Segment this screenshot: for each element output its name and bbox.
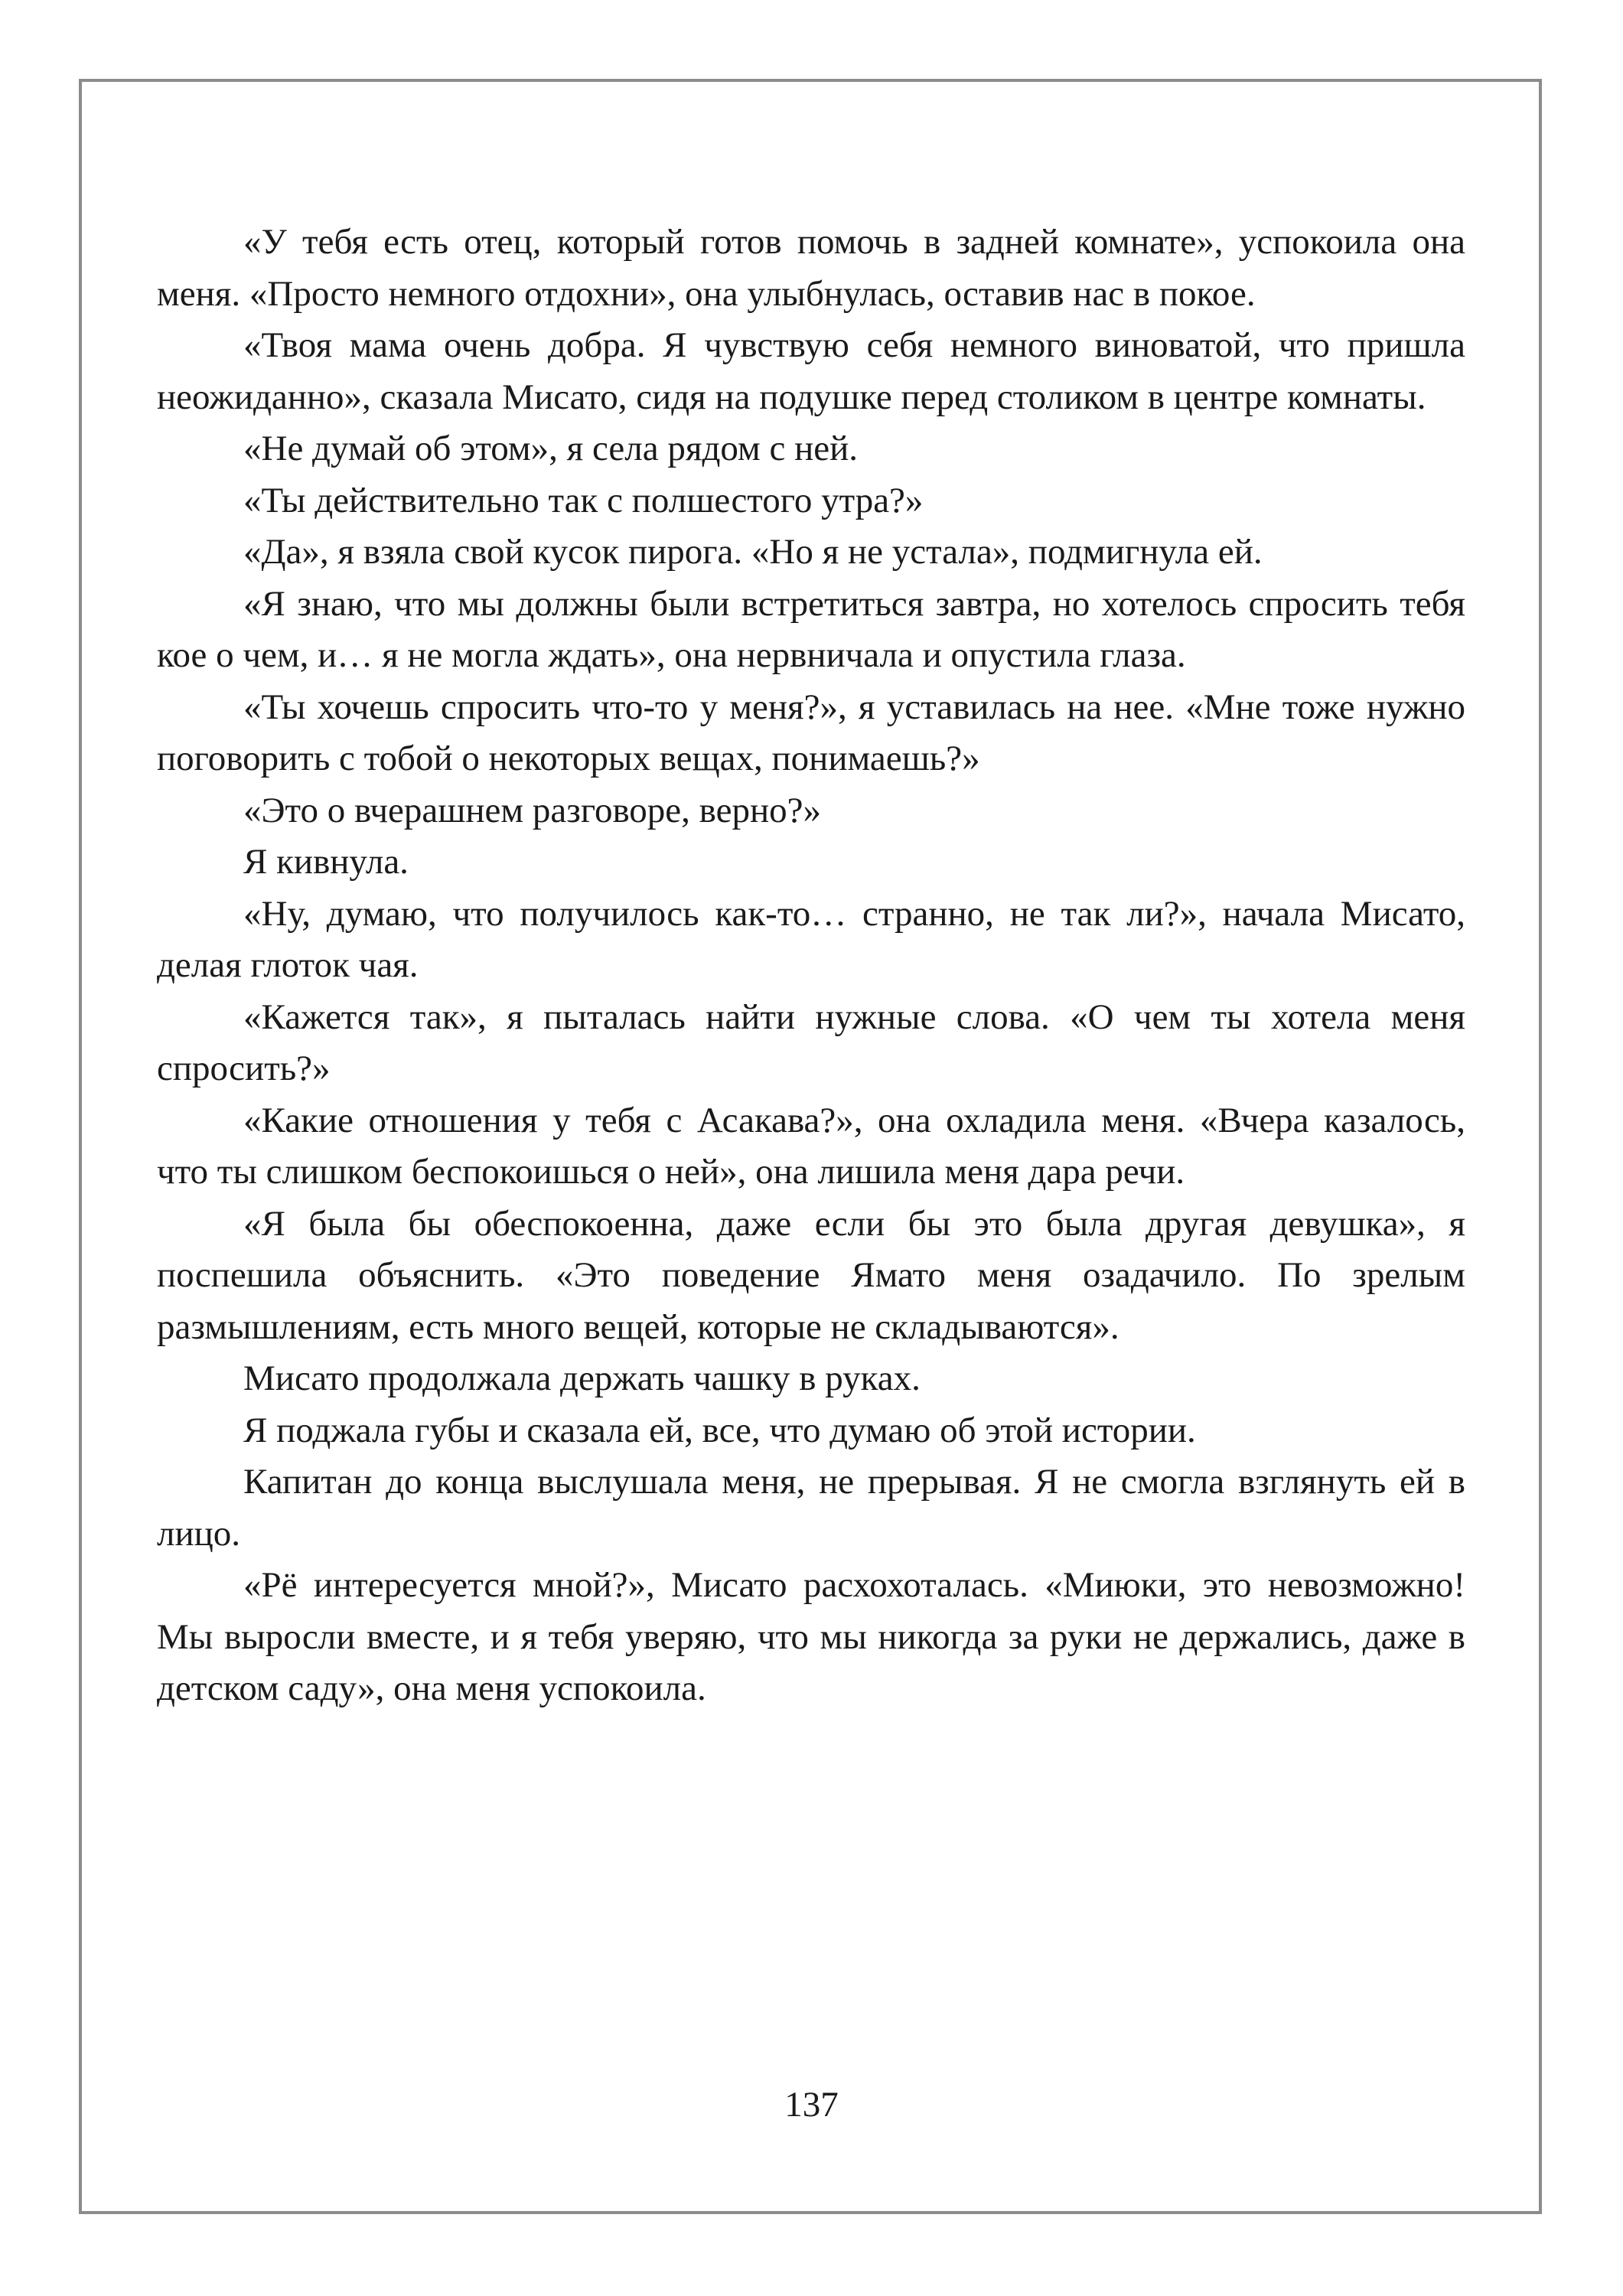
paragraph-8: «Это о вчерашнем разговоре, верно?» [243, 790, 821, 830]
body-text [157, 217, 1465, 1715]
page-number: 137 [784, 2085, 839, 2125]
paragraph-11: «Кажется так», я пыталась найти нужные слова. «О чем ты хотела меня спросить?» [157, 996, 1465, 1088]
paragraph-12: «Какие отношения у тебя с Асакава?», она охладила меня. «Вчера казалось, что ты слишком беспокоишься о ней», она лишила меня дара речи. [157, 1100, 1465, 1192]
paragraph-15: Я поджала губы и сказала ей, все, что думаю об этой истории. [243, 1410, 1196, 1450]
paragraph-16: Капитан до конца выслушала меня, не прерывая. Я не смогла взглянуть ей в лицо. [157, 1462, 1465, 1554]
paragraph-17: «Рё интересуется мной?», Мисато расхохоталась. «Миюки, это невозможно! Мы выросли вместе, и я тебя уверяю, что мы никогда за руки не держались, даже в детском саду», она меня успокоила. [157, 1565, 1465, 1708]
paragraph-4: «Ты действительно так с полшестого утра?» [243, 480, 924, 520]
paragraph-3: «Не думай об этом», я села рядом с ней. [243, 429, 859, 468]
paragraph-7: «Ты хочешь спросить что-то у меня?», я уставилась на нее. «Мне тоже нужно поговорить с тобой о некоторых вещах, понимаешь?» [157, 687, 1465, 778]
paragraph-1: «У тебя есть отец, который готов помочь в задней комнате», успокоила она меня. «Просто немного отдохни», она улыбнулась, оставив нас в покое. [157, 222, 1465, 314]
paragraph-9: Я кивнула. [243, 842, 409, 882]
paragraph-13: «Я была бы обеспокоенна, даже если бы это была другая девушка», я поспешила объяснить. «Это поведение Ямато меня озадачило. По зрелым размышлениям, есть много вещей, которые не складываются». [157, 1203, 1465, 1347]
paragraph-10: «Ну, думаю, что получилось как-то… странно, не так ли?», начала Мисато, делая глоток чая. [157, 893, 1465, 985]
paragraph-14: Мисато продолжала держать чашку в руках. [243, 1358, 921, 1398]
paragraph-6: «Я знаю, что мы должны были встретиться завтра, но хотелось спросить тебя кое о чем, и… я не могла ждать», она нервничала и опустила глаза. [157, 583, 1465, 675]
paragraph-2: «Твоя мама очень добра. Я чувствую себя немного виноватой, что пришла неожиданно», сказала Мисато, сидя на подушке перед столиком в центре комнаты. [157, 325, 1465, 417]
paragraph-5: «Да», я взяла свой кусок пирога. «Но я не устала», подмигнула ей. [243, 532, 1263, 572]
